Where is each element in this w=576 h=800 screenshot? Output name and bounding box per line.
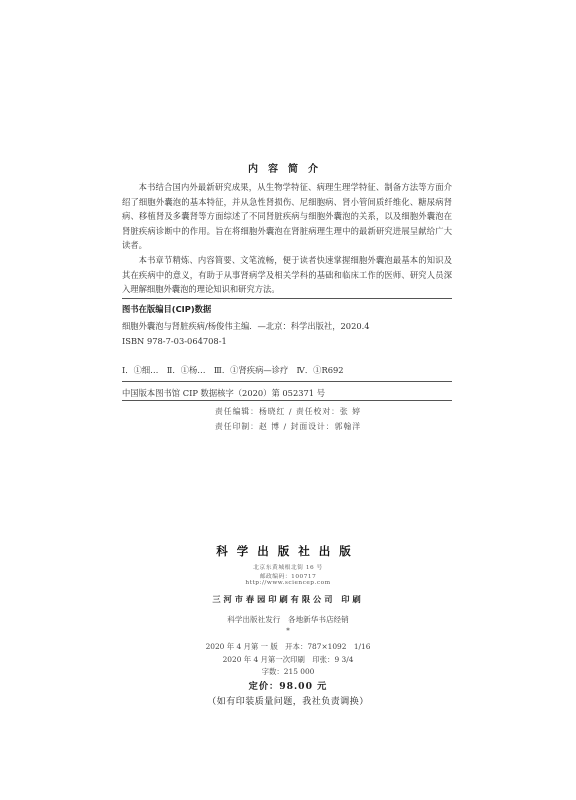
separator-star: *	[286, 627, 290, 635]
summary-paragraph-2: 本书章节精炼、内容简要、文笔流畅，便于读者快速掌握细胞外囊泡最基本的知识及其在疾病中的意义，有助于从事肾病学及相关学科的基础和临床工作的医师、研究人员深入理解细胞外囊泡的理论知识和研究方法。	[122, 254, 452, 295]
cip-bibliographic-line: 细胞外囊泡与肾脏疾病/杨俊伟主编．—北京：科学出版社，2020.4	[122, 321, 370, 331]
cip-title: 图书在版编目(CIP)数据	[122, 304, 212, 314]
distribution-line: 科学出版社发行 各地新华书店经销	[227, 615, 349, 624]
cip-mid-rule	[122, 381, 452, 382]
printer-name: 三河市春园印刷有限公司 印刷	[212, 594, 364, 604]
editor-credits-2: 责任印制：赵 博 / 封面设计：郭翰洋	[214, 422, 361, 431]
cip-record-number: 中国版本图书馆 CIP 数据核字（2020）第 052371 号	[122, 388, 325, 398]
edition-line: 2020 年 4 月第 一 版 开本：787×1092 1/16	[205, 642, 371, 651]
publisher-name: 科学出版社出版	[216, 544, 360, 558]
publisher-address: 北京东黄城根北街 16 号	[253, 565, 323, 571]
summary-paragraph-1: 本书结合国内外最新研究成果，从生物学特征、病理生理学特征、制备方法等方面介绍了细胞外囊泡的基本特征，并从急性肾损伤、尼细胞病、肾小管间质纤维化、糖尿病肾病、移植肾及多囊肾等方面综述了不同肾脏疾病与细胞外囊泡的关系，以及细胞外囊泡在肾脏疾病诊断中的作用。旨在将细胞外囊泡在肾脏病理生理中的最新研究进展呈献给广大读者。	[122, 182, 452, 251]
quality-notice: （如有印装质量问题，我社负责调换）	[207, 697, 369, 707]
price: 定价：98.00 元	[248, 681, 328, 692]
cip-isbn: ISBN 978-7-03-064708-1	[122, 336, 227, 346]
printing-line: 2020 年 4 月第一次印刷 印张：9 3/4	[222, 655, 354, 664]
cip-top-rule	[122, 298, 452, 299]
cip-classification: Ⅰ．①细… Ⅱ．①杨… Ⅲ．①肾疾病—诊疗 Ⅳ．①R692	[122, 365, 344, 375]
publisher-postcode: 邮政编码：100717	[259, 574, 317, 580]
publisher-website: http://www.sciencep.com	[245, 580, 331, 586]
content-summary	[122, 180, 452, 297]
word-count: 字数：215 000	[261, 667, 315, 676]
editor-credits-1: 责任编辑：杨晓红 / 责任校对：张 婷	[214, 407, 361, 416]
content-summary-heading: 内容简介	[248, 164, 328, 175]
cip-bottom-rule	[122, 400, 452, 401]
